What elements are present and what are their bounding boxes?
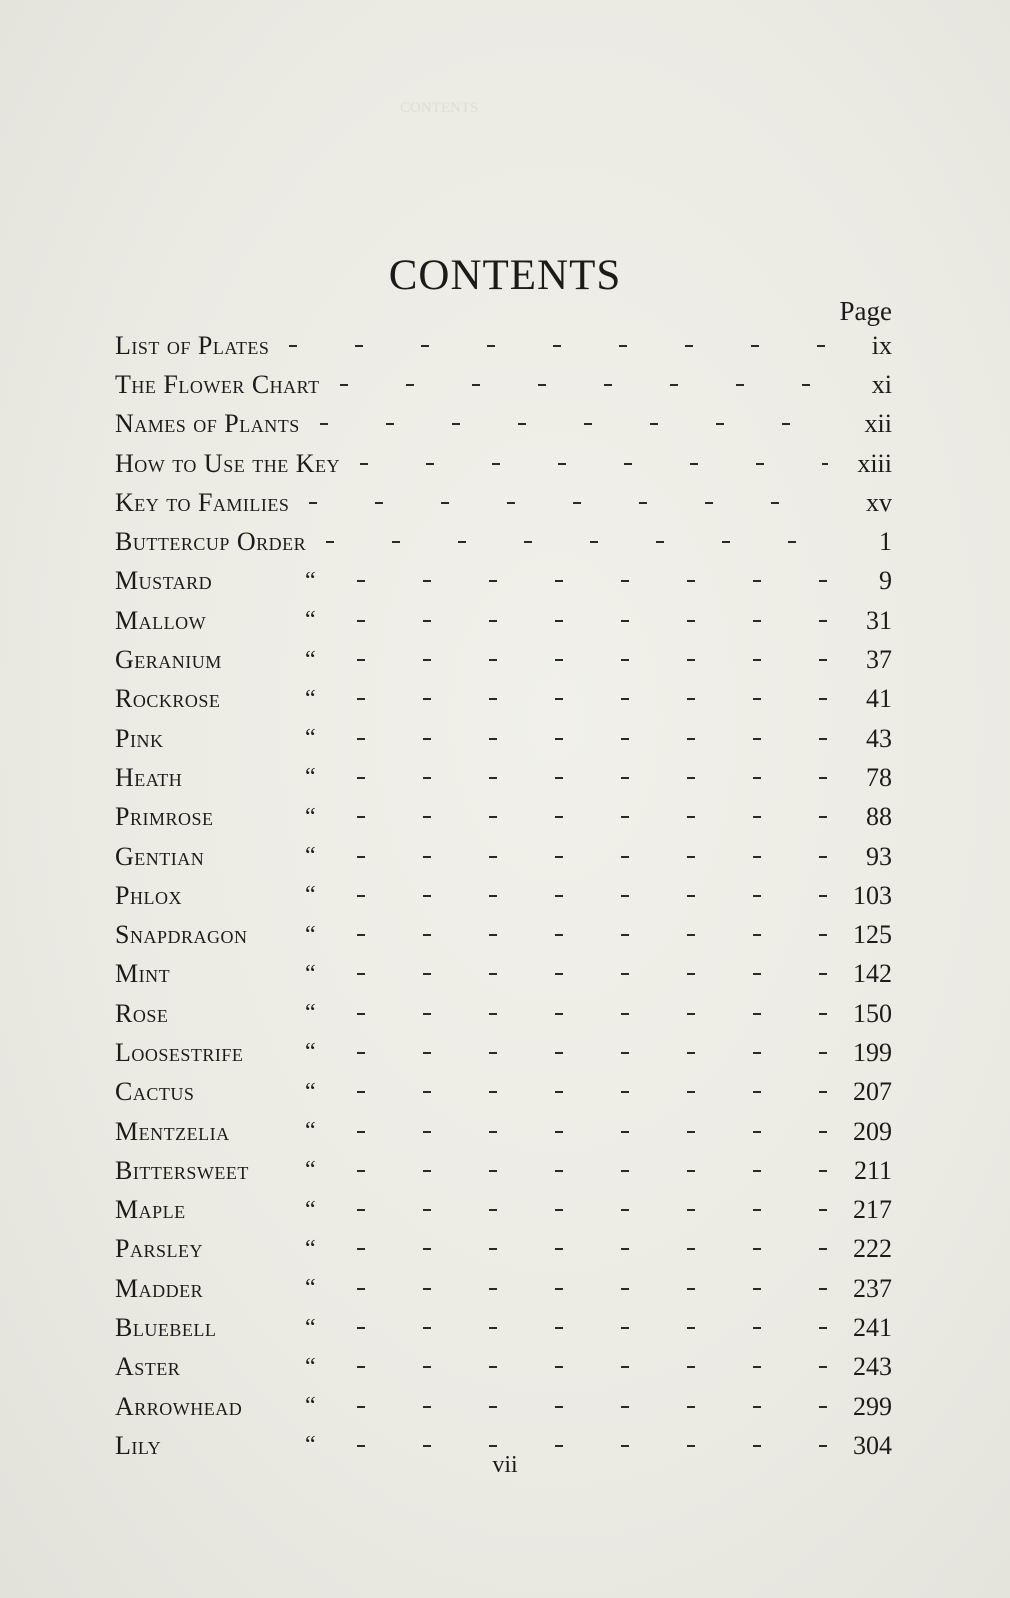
dash-leader xyxy=(347,934,828,936)
ditto-mark: “ xyxy=(305,1118,316,1145)
toc-entry xyxy=(115,1308,892,1347)
toc-entry-page: 125 xyxy=(853,920,892,950)
dash-leader xyxy=(347,1288,828,1290)
toc-entry-title: Geranium xyxy=(115,645,222,675)
toc-entry xyxy=(115,365,892,404)
toc-entry xyxy=(115,1191,892,1230)
toc-entry xyxy=(115,1073,892,1112)
ditto-mark: “ xyxy=(305,1235,316,1262)
toc-entry-title: How to Use the Key xyxy=(115,448,340,478)
ditto-mark: “ xyxy=(305,921,316,948)
toc-entry-title: Key to Families xyxy=(115,487,290,517)
dash-leader xyxy=(347,659,828,661)
toc-entry-page: 217 xyxy=(853,1195,892,1225)
ditto-mark: “ xyxy=(305,725,316,752)
toc-entry xyxy=(115,994,892,1033)
toc-entry-title: Loosestrife xyxy=(115,1037,244,1067)
dash-leader xyxy=(347,1209,828,1211)
toc-entry xyxy=(115,680,892,719)
toc-entry-title: Mint xyxy=(115,959,171,989)
toc-entry xyxy=(115,719,892,758)
ditto-mark: “ xyxy=(305,1157,316,1184)
toc-entry xyxy=(115,1387,892,1426)
toc-entry-page: 150 xyxy=(853,998,892,1028)
dash-leader xyxy=(347,698,828,700)
toc-entry xyxy=(115,1348,892,1387)
ditto-mark: “ xyxy=(305,1078,316,1105)
toc-entry-page: 78 xyxy=(866,762,892,792)
toc-entry-title: Bittersweet xyxy=(115,1155,249,1185)
page-title: CONTENTS xyxy=(388,251,622,299)
ditto-mark: “ xyxy=(305,960,316,987)
toc-entry-title: Mentzelia xyxy=(115,1116,230,1146)
toc-entry-page: 304 xyxy=(853,1430,892,1460)
ditto-mark: “ xyxy=(305,1000,316,1027)
ditto-mark: “ xyxy=(305,646,316,673)
toc-entry-title: Lily xyxy=(115,1430,162,1460)
toc-entry xyxy=(115,1112,892,1151)
toc-entry xyxy=(115,326,892,365)
toc-entry-title: Phlox xyxy=(115,880,182,910)
toc-entry xyxy=(115,876,892,915)
dash-leader xyxy=(347,1170,828,1172)
toc-entry xyxy=(115,758,892,797)
dash-leader xyxy=(347,1445,828,1447)
dash-leader xyxy=(310,423,828,425)
dash-leader xyxy=(330,384,828,386)
toc-entry xyxy=(115,1151,892,1190)
toc-entry xyxy=(115,640,892,679)
dash-leader xyxy=(347,1131,828,1133)
toc-entry xyxy=(115,955,892,994)
dash-leader xyxy=(347,738,828,740)
dash-leader xyxy=(347,895,828,897)
page-column-label: Page xyxy=(839,296,892,326)
toc-entry-title: Heath xyxy=(115,762,183,792)
toc-entry-page: 43 xyxy=(866,723,892,753)
ditto-mark: “ xyxy=(305,1393,316,1420)
toc-entry-page: ix xyxy=(871,330,892,360)
toc-entry-page: 37 xyxy=(866,645,892,675)
toc-entry-page: 243 xyxy=(853,1352,892,1382)
toc-entry xyxy=(115,483,892,522)
dash-leader xyxy=(347,1091,828,1093)
toc-entry-page: xii xyxy=(864,409,892,439)
dash-leader xyxy=(347,1327,828,1329)
dash-leader xyxy=(347,1052,828,1054)
toc-entry-title: Bluebell xyxy=(115,1313,217,1343)
dash-leader xyxy=(299,502,828,504)
toc-entry-title: Names of Plants xyxy=(115,409,300,439)
toc-entry xyxy=(115,837,892,876)
toc-entry-page: 299 xyxy=(853,1391,892,1421)
ditto-mark: “ xyxy=(305,803,316,830)
toc-entry-page: 241 xyxy=(853,1313,892,1343)
ditto-mark: “ xyxy=(305,1039,316,1066)
toc-entry-page: 222 xyxy=(853,1234,892,1264)
dash-leader xyxy=(316,541,828,543)
ditto-mark: “ xyxy=(305,607,316,634)
bleed-through-text: contents xyxy=(400,92,479,117)
ditto-mark: “ xyxy=(305,567,316,594)
dash-leader xyxy=(347,777,828,779)
toc-entry-title: Parsley xyxy=(115,1234,203,1264)
ditto-mark: “ xyxy=(305,1196,316,1223)
toc-entry-title: Snapdragon xyxy=(115,920,248,950)
toc-entry-page: xiii xyxy=(857,448,892,478)
ditto-mark: “ xyxy=(305,685,316,712)
page-number: vii xyxy=(492,1452,518,1478)
dash-leader xyxy=(347,580,828,582)
dash-leader xyxy=(347,1406,828,1408)
toc-entry xyxy=(115,798,892,837)
toc-entry-title: Cactus xyxy=(115,1077,195,1107)
table-of-contents xyxy=(115,326,892,1466)
toc-entry-page: 88 xyxy=(866,802,892,832)
toc-entry-title: Buttercup Order xyxy=(115,527,307,557)
ditto-mark: “ xyxy=(305,1275,316,1302)
ditto-mark: “ xyxy=(305,1432,316,1459)
toc-entry-page: 207 xyxy=(853,1077,892,1107)
dash-leader xyxy=(279,345,828,347)
ditto-mark: “ xyxy=(305,843,316,869)
toc-entry-title: List of Plates xyxy=(115,330,270,360)
toc-entry-page: 209 xyxy=(853,1116,892,1146)
toc-entry-page: 103 xyxy=(853,880,892,910)
toc-entry-title: Mustard xyxy=(115,566,213,596)
toc-entry-title: Primrose xyxy=(115,802,214,832)
toc-entry-page: 211 xyxy=(853,1155,892,1185)
dash-leader xyxy=(347,856,828,858)
toc-entry-page: 41 xyxy=(866,684,892,714)
toc-entry-title: The Flower Chart xyxy=(115,369,320,399)
toc-entry-title: Arrowhead xyxy=(115,1391,243,1421)
ditto-mark: “ xyxy=(305,764,316,791)
toc-entry xyxy=(115,444,892,483)
toc-entry-title: Gentian xyxy=(115,841,205,871)
ditto-mark: “ xyxy=(305,1353,316,1380)
toc-entry xyxy=(115,915,892,954)
toc-entry-page: 199 xyxy=(853,1037,892,1067)
toc-entry-page: xv xyxy=(866,487,892,517)
toc-entry xyxy=(115,1230,892,1269)
toc-entry-page: 1 xyxy=(879,527,892,557)
toc-entry-title: Rose xyxy=(115,998,169,1028)
toc-entry-title: Rockrose xyxy=(115,684,221,714)
toc-entry xyxy=(115,601,892,640)
ditto-mark: “ xyxy=(305,882,316,909)
toc-entry-title: Mallow xyxy=(115,605,207,635)
toc-entry xyxy=(115,522,892,561)
toc-entry xyxy=(115,1269,892,1308)
toc-entry xyxy=(115,1033,892,1072)
toc-entry-page: 31 xyxy=(866,605,892,635)
toc-entry-page: 93 xyxy=(866,841,892,871)
toc-entry-title: Madder xyxy=(115,1273,204,1303)
toc-entry-title: Pink xyxy=(115,723,164,753)
toc-entry xyxy=(115,562,892,601)
toc-entry-page: 9 xyxy=(879,566,892,596)
dash-leader xyxy=(347,1013,828,1015)
toc-entry-page: 142 xyxy=(853,959,892,989)
dash-leader xyxy=(347,620,828,622)
toc-entry-title: Aster xyxy=(115,1352,181,1382)
dash-leader xyxy=(347,973,828,975)
dash-leader xyxy=(347,1248,828,1250)
toc-entry-page: 237 xyxy=(853,1273,892,1303)
ditto-mark: “ xyxy=(305,1314,316,1341)
dash-leader xyxy=(347,816,828,818)
toc-entry-title: Maple xyxy=(115,1195,186,1225)
dash-leader xyxy=(350,463,828,465)
dash-leader xyxy=(347,1366,828,1368)
toc-entry-page: xi xyxy=(871,369,892,399)
toc-entry xyxy=(115,405,892,444)
